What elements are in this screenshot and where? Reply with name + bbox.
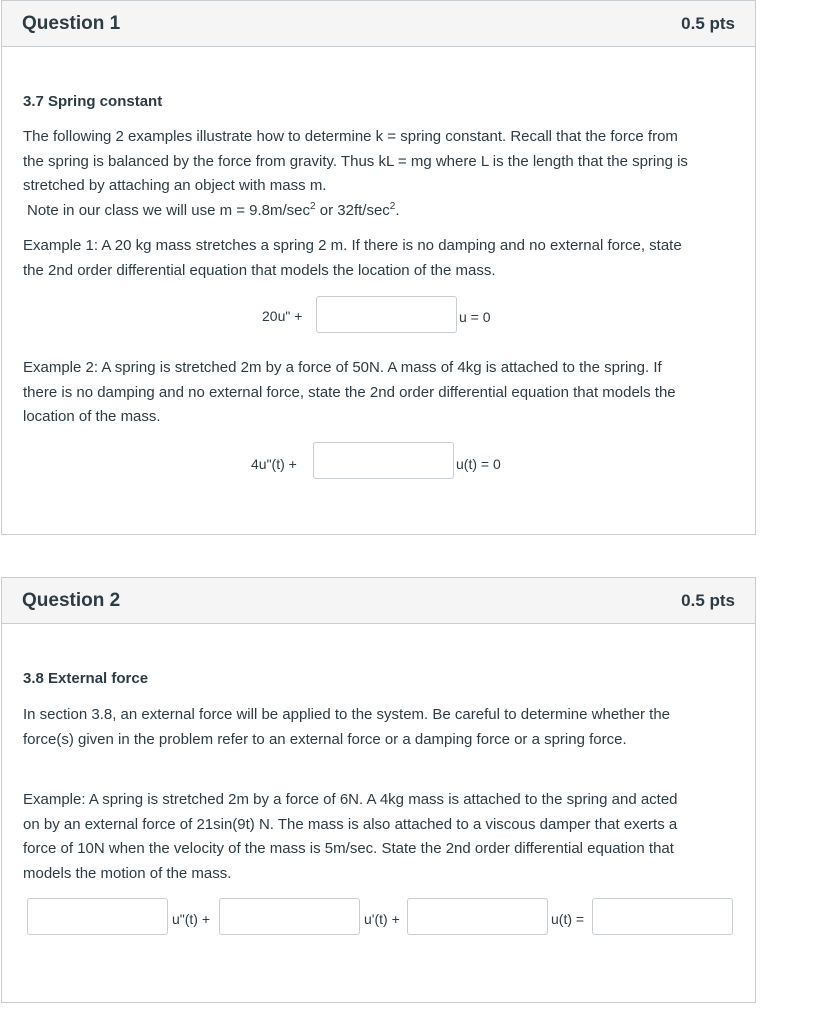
intro-line: the spring is balanced by the force from gravity. Thus kL = mg where L is the length that the spring is: [23, 152, 688, 170]
equation-label-u: u(t) =: [551, 911, 585, 927]
example-2-equation-right: u(t) = 0: [456, 456, 501, 472]
question-2-example-text: [23, 788, 739, 886]
question-2-points: 0.5 pts: [681, 591, 735, 610]
example-line: the 2nd order differential equation that models the location of the mass.: [23, 261, 496, 279]
question-2-header: [2, 578, 755, 624]
question-1-title: Question 1: [22, 13, 121, 34]
example-line: Example: A spring is stretched 2m by a force of 6N. A 4kg mass is attached to the spring and acted: [23, 791, 678, 808]
example-1-answer-input[interactable]: [316, 296, 457, 333]
example-line: Example 2: A spring is stretched 2m by a force of 50N. A mass of 4kg is attached to the spring. If: [23, 359, 662, 376]
question-1-points: 0.5 pts: [681, 14, 735, 33]
question-1-section-heading: 3.7 Spring constant: [23, 93, 163, 110]
equation-label-u-double-prime: u"(t) +: [172, 911, 211, 927]
example-1-equation-left: 20u" +: [262, 308, 303, 324]
example-2-equation-left: 4u"(t) +: [251, 456, 297, 472]
question-2-section-heading: 3.8 External force: [23, 670, 149, 687]
spring-coefficient-input[interactable]: [407, 898, 548, 935]
example-1-text: [23, 234, 739, 283]
intro-line: In section 3.8, an external force will be applied to the system. Be careful to determine whether the: [23, 706, 671, 723]
example-2-text: [23, 356, 739, 430]
note-text: Note in our class we will use m = 9.8m/sec: [27, 201, 311, 219]
example-line: force of 10N when the velocity of the mass is 5m/sec. State the 2nd order differential equation that: [23, 840, 674, 857]
question-2-intro: [23, 703, 739, 752]
damping-coefficient-input[interactable]: [219, 898, 360, 935]
example-1-equation-right: u = 0: [459, 309, 491, 325]
example-line: location of the mass.: [23, 408, 161, 425]
note-superscript: 2: [389, 200, 396, 212]
example-line: on by an external force of 21sin(9t) N. The mass is also attached to a viscous damper that exerts a: [23, 815, 678, 833]
intro-line: force(s) given in the problem refer to an external force or a damping force or a spring force.: [23, 730, 627, 748]
question-1-intro: [23, 125, 739, 223]
equation-label-u-prime: u'(t) +: [364, 911, 400, 927]
example-line: models the motion of the mass.: [23, 864, 232, 882]
question-2-card: [1, 577, 756, 1003]
example-line: Example 1: A 20 kg mass stretches a spring 2 m. If there is no damping and no external force, state: [23, 237, 682, 254]
question-1-header: [2, 1, 755, 47]
example-line: there is no damping and no external force, state the 2nd order differential equation that models the: [23, 383, 676, 401]
example-2-answer-input[interactable]: [313, 442, 454, 479]
question-1-card: [1, 0, 756, 535]
note-text: or 32ft/sec: [315, 201, 390, 219]
leading-coefficient-input[interactable]: [27, 898, 168, 935]
note-text: .: [395, 201, 400, 219]
gravity-note: [23, 199, 739, 224]
external-force-input[interactable]: [592, 898, 733, 935]
intro-line: stretched by attaching an object with mass m.: [23, 177, 327, 194]
note-superscript: 2: [310, 200, 316, 212]
intro-line: The following 2 examples illustrate how to determine k = spring constant. Recall that the force from: [23, 128, 678, 145]
question-2-title: Question 2: [22, 590, 121, 611]
